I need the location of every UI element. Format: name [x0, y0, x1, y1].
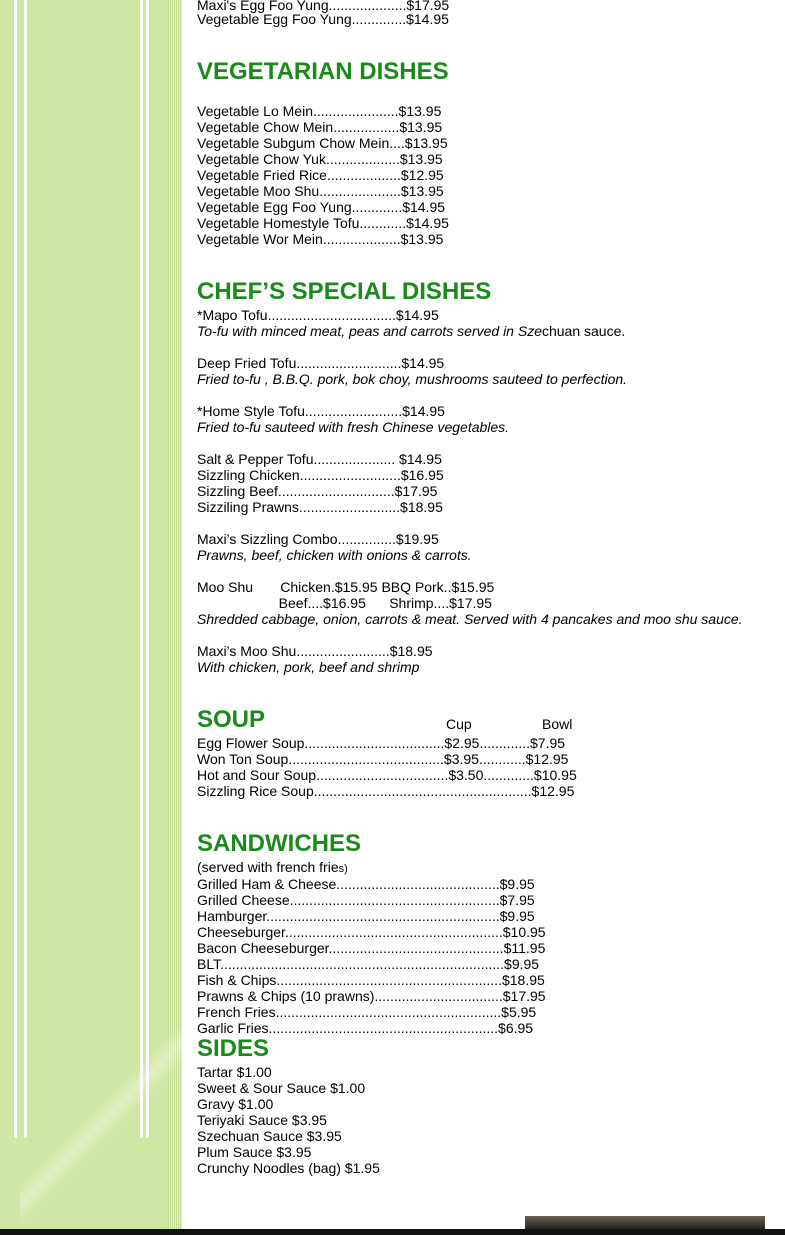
menu-item: Beef....$16.95 Shrimp....$17.95: [197, 595, 492, 611]
menu-item: Vegetable Wor Mein....................$13.95: [197, 231, 444, 247]
menu-item: Crunchy Noodles (bag) $1.95: [197, 1160, 380, 1176]
section-title-sandwiches: SANDWICHES: [197, 830, 362, 857]
soup-column-bowl: Bowl: [542, 716, 573, 732]
menu-item: Vegetable Subgum Chow Mein....$13.95: [197, 135, 448, 151]
menu-item: *Mapo Tofu.................................$14.95: [197, 307, 439, 323]
menu-item: Sizzling Beef..............................$17.95: [197, 483, 438, 499]
section-title-chef-special: CHEF’S SPECIAL DISHES: [197, 278, 492, 305]
menu-item-description: Shredded cabbage, onion, carrots & meat. Served with 4 pancakes and moo shu sauce.: [197, 611, 743, 627]
menu-item: Deep Fried Tofu...........................$14.95: [197, 355, 445, 371]
menu-item: Vegetable Lo Mein......................$13.95: [197, 103, 442, 119]
footer-bar: [0, 1229, 785, 1235]
menu-item: Hamburger............................................................$9.95: [197, 908, 535, 924]
menu-item: French Fries..........................................................$5.95: [197, 1004, 537, 1020]
menu-item: Grilled Cheese......................................................$7.95: [197, 892, 535, 908]
menu-item: Cheeseburger........................................................$10.95: [197, 924, 546, 940]
sidebar-band: [24, 0, 27, 1138]
soup-column-cup: Cup: [446, 716, 472, 732]
menu-item: Sizzling Chicken..........................$16.95: [197, 467, 444, 483]
menu-item: Vegetable Chow Yuk...................$13.95: [197, 151, 443, 167]
menu-item: Moo Shu Chicken.$15.95 BBQ Pork..$15.95: [197, 579, 495, 595]
menu-item: *Home Style Tofu.........................$14.95: [197, 403, 445, 419]
menu-item: Vegetable Egg Foo Yung..............$14.95: [197, 11, 449, 27]
section-title-vegetarian: VEGETARIAN DISHES: [197, 58, 449, 85]
menu-item: Grilled Ham & Cheese..........................................$9.95: [197, 876, 535, 892]
menu-item: Prawns & Chips (10 prawns).................................$17.95: [197, 988, 546, 1004]
menu-item: Teriyaki Sauce $3.95: [197, 1112, 327, 1128]
menu-item: Gravy $1.00: [197, 1096, 274, 1112]
section-title-soup: SOUP: [197, 706, 266, 733]
menu-item: Garlic Fries...........................................................$6.95: [197, 1020, 534, 1036]
description-italic: To-fu with minced meat, peas and carrots served in Sze: [197, 323, 542, 339]
menu-item: Won Ton Soup........................................$3.95............$12.95: [197, 751, 569, 767]
menu-item-description: [197, 323, 625, 339]
menu-item: Salt & Pepper Tofu..................... $14.95: [197, 451, 442, 467]
menu-item: Vegetable Homestyle Tofu............$14.95: [197, 215, 449, 231]
sidebar-band: [146, 0, 149, 1138]
menu-item: Vegetable Moo Shu.....................$13.95: [197, 183, 444, 199]
section-title-sides: SIDES: [197, 1035, 270, 1062]
sidebar-band: [14, 0, 17, 1138]
menu-item: Fish & Chips..........................................................$18.95: [197, 972, 545, 988]
sidebar-diagonal-accent: [20, 1000, 182, 1235]
menu-item: Egg Flower Soup....................................$2.95.............$7.95: [197, 735, 566, 751]
menu-item: Bacon Cheeseburger.............................................$11.95: [197, 940, 546, 956]
menu-item-description: With chicken, pork, beef and shrimp: [197, 659, 420, 675]
menu-item: Sizzling Rice Soup........................................................$12.95: [197, 783, 575, 799]
menu-item: BLT.........................................................................$9.95: [197, 956, 540, 972]
note-tail: s): [338, 863, 348, 875]
menu-item: Szechuan Sauce $3.95: [197, 1128, 342, 1144]
menu-item: Maxi’s Moo Shu........................$18.95: [197, 643, 433, 659]
section-note: [197, 859, 348, 877]
sidebar-band: [140, 0, 143, 1138]
decorative-sidebar: [0, 0, 182, 1235]
menu-item: Sizziling Prawns..........................$18.95: [197, 499, 443, 515]
menu-item: Maxi’s Sizzling Combo...............$19.95: [197, 531, 439, 547]
menu-item: Plum Sauce $3.95: [197, 1144, 312, 1160]
note-main: (served with french frie: [197, 859, 339, 875]
menu-item-description: Prawns, beef, chicken with onions & carrots.: [197, 547, 472, 563]
menu-item-description: Fried to-fu , B.B.Q. pork, bok choy, mushrooms sauteed to perfection.: [197, 371, 628, 387]
menu-item: Vegetable Fried Rice...................$12.95: [197, 167, 444, 183]
menu-item: Tartar $1.00: [197, 1064, 272, 1080]
menu-item: Hot and Sour Soup..................................$3.50.............$10.95: [197, 767, 577, 783]
menu-item: Vegetable Egg Foo Yung.............$14.95: [197, 199, 446, 215]
menu-item-description: Fried to-fu sauteed with fresh Chinese vegetables.: [197, 419, 510, 435]
menu-item: Sweet & Sour Sauce $1.00: [197, 1080, 366, 1096]
menu-item: Vegetable Chow Mein.................$13.95: [197, 119, 443, 135]
description-tail: chuan sauce.: [541, 323, 626, 339]
menu-item: Maxi's Egg Foo Yung....................$17.95: [197, 0, 450, 13]
